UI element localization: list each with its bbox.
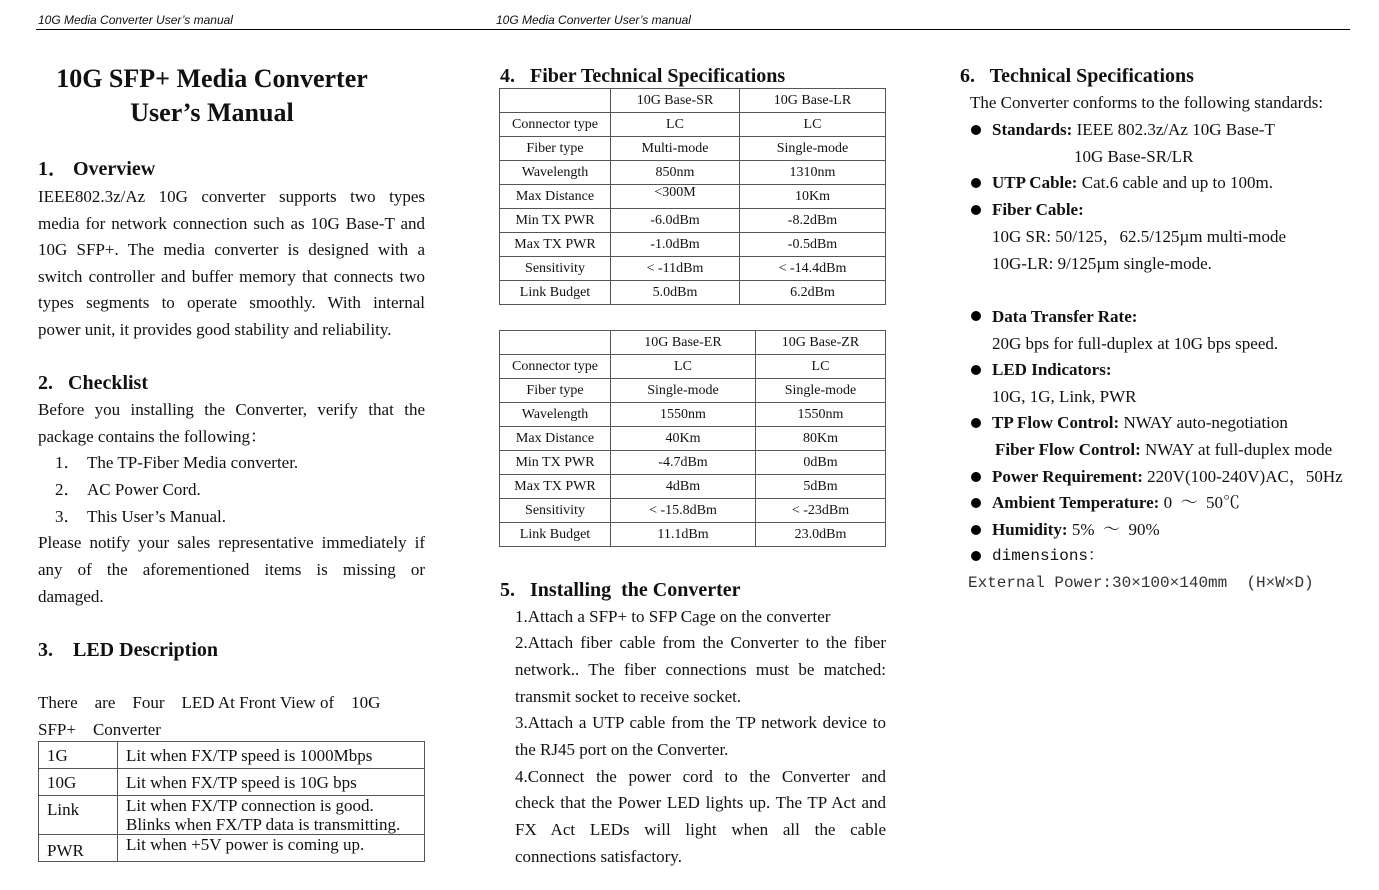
led-desc: Lit when FX/TP connection is good. Blinks when FX/TP data is transmitting. (118, 796, 425, 835)
led-row (39, 835, 425, 862)
table-row: Link Budget 5.0dBm 6.2dBm (500, 281, 886, 305)
spec-led-value: 10G, 1G, Link, PWR (992, 387, 1137, 406)
bullet-icon (971, 178, 981, 188)
table-row: Max Distance <300M 10Km (500, 185, 886, 209)
tech-specs-heading: 6. Technical Specifications (960, 65, 1194, 87)
bullet-icon (971, 498, 981, 508)
checklist-heading: 2. Checklist (38, 372, 148, 394)
running-header-right: 10G Media Converter User’s manual (496, 13, 691, 27)
table-header-row (500, 89, 886, 113)
table-row: Wavelength 850nm 1310nm (500, 161, 886, 185)
spec-fiber-flow: Fiber Flow Control: NWAY at full-duplex mode (995, 440, 1333, 459)
spec-temperature: Ambient Temperature: 0 ～ 50℃ (992, 493, 1241, 512)
header-rule (36, 29, 1350, 30)
led-name: 1G (39, 742, 118, 769)
checklist-outro-2: any of the aforementioned items is missing or (38, 560, 425, 579)
table-row: Fiber type Multi-mode Single-mode (500, 137, 886, 161)
fiber-specs-heading: 4. Fiber Technical Specifications (500, 65, 786, 87)
table-row: Connector type LC LC (500, 355, 886, 379)
led-desc: Lit when FX/TP speed is 1000Mbps (118, 742, 425, 769)
column-header: 10G Base-ZR (756, 331, 886, 355)
spec-fiber-lr: 10G-LR: 9/125µm single-mode. (992, 254, 1212, 273)
table-row: Sensitivity < -15.8dBm < -23dBm (500, 499, 886, 523)
title-line-2: User’s Manual (130, 98, 294, 127)
bullet-icon (971, 311, 981, 321)
spec-fiber-sr: 10G SR: 50/125，62.5/125µm multi-mode (992, 227, 1287, 246)
led-name: PWR (39, 835, 118, 862)
column-header: 10G Base-ER (611, 331, 756, 355)
column-header: 10G Base-LR (740, 89, 886, 113)
fiber-spec-table-er-zr (499, 330, 886, 547)
bullet-icon (971, 365, 981, 375)
tech-specs-intro: The Converter conforms to the following standards: (970, 93, 1324, 112)
table-row: Max Distance 40Km 80Km (500, 427, 886, 451)
table-row: Link Budget 11.1dBm 23.0dBm (500, 523, 886, 547)
led-intro-2: SFP+ Converter (38, 720, 161, 739)
table-row: Min TX PWR -4.7dBm 0dBm (500, 451, 886, 475)
spec-standards: Standards: IEEE 802.3z/Az 10G Base-T (992, 120, 1275, 139)
bullet-icon (971, 472, 981, 482)
led-desc: Lit when FX/TP speed is 10G bps (118, 769, 425, 796)
spec-data-rate: 20G bps for full-duplex at 10G bps speed. (992, 334, 1279, 353)
table-row: Fiber type Single-mode Single-mode (500, 379, 886, 403)
bullet-icon (971, 525, 981, 535)
table-row: Wavelength 1550nm 1550nm (500, 403, 886, 427)
spec-utp-cable: UTP Cable: Cat.6 cable and up to 100m. (992, 173, 1273, 192)
led-row (39, 769, 425, 796)
checklist-intro-2: package contains the following： (38, 427, 267, 446)
installing-heading: 5. Installing the Converter (500, 579, 741, 601)
table-row: Sensitivity < -11dBm < -14.4dBm (500, 257, 886, 281)
table-row: Min TX PWR -6.0dBm -8.2dBm (500, 209, 886, 233)
fiber-spec-table-sr-lr (499, 88, 886, 305)
spec-data-rate-label: Data Transfer Rate: (992, 307, 1138, 326)
led-table (38, 741, 425, 862)
bullet-icon (971, 125, 981, 135)
led-row (39, 742, 425, 769)
led-row (39, 796, 425, 835)
document-title (38, 62, 386, 130)
checklist-outro-3: damaged. (38, 587, 104, 606)
table-row: Max TX PWR 4dBm 5dBm (500, 475, 886, 499)
bullet-icon (971, 205, 981, 215)
led-name: 10G (39, 769, 118, 796)
checklist-intro: Before you installing the Converter, verify that the (38, 400, 425, 419)
checklist-item-number: 2． (55, 480, 81, 499)
running-header-left: 10G Media Converter User’s manual (38, 13, 233, 27)
spec-dimensions-label: dimensions： (992, 547, 1105, 565)
led-intro: There are Four LED At Front View of 10G (38, 693, 381, 712)
checklist-outro: Please notify your sales representative immediately if (38, 533, 425, 552)
spec-fiber-cable-label: Fiber Cable: (992, 200, 1084, 219)
spec-power: Power Requirement: 220V(100-240V)AC，50Hz (992, 467, 1343, 486)
led-heading: 3. LED Description (38, 639, 218, 661)
checklist-item-number: 3． (55, 507, 81, 526)
spec-dimensions-value: External Power:30×100×140mm (H×W×D) (968, 574, 1314, 592)
led-name: Link (39, 796, 118, 835)
spec-tp-flow: TP Flow Control: NWAY auto-negotiation (992, 413, 1288, 432)
checklist-item: This User’s Manual. (87, 507, 226, 526)
checklist-item-number: 1． (55, 453, 81, 472)
checklist-item: AC Power Cord. (87, 480, 201, 499)
title-line-1: 10G SFP+ Media Converter (56, 64, 368, 93)
spec-humidity: Humidity: 5% ～ 90% (992, 520, 1160, 539)
checklist-item: The TP-Fiber Media converter. (87, 453, 299, 472)
spec-standards-2: 10G Base-SR/LR (1074, 147, 1194, 166)
column-header: 10G Base-SR (611, 89, 740, 113)
table-row: Connector type LC LC (500, 113, 886, 137)
bullet-icon (971, 551, 981, 561)
overview-heading: 1． Overview (38, 158, 156, 180)
bullet-icon (971, 418, 981, 428)
spec-led-label: LED Indicators: (992, 360, 1112, 379)
table-row: Max TX PWR -1.0dBm -0.5dBm (500, 233, 886, 257)
led-desc: Lit when +5V power is coming up. (118, 835, 425, 862)
table-header-row (500, 331, 886, 355)
